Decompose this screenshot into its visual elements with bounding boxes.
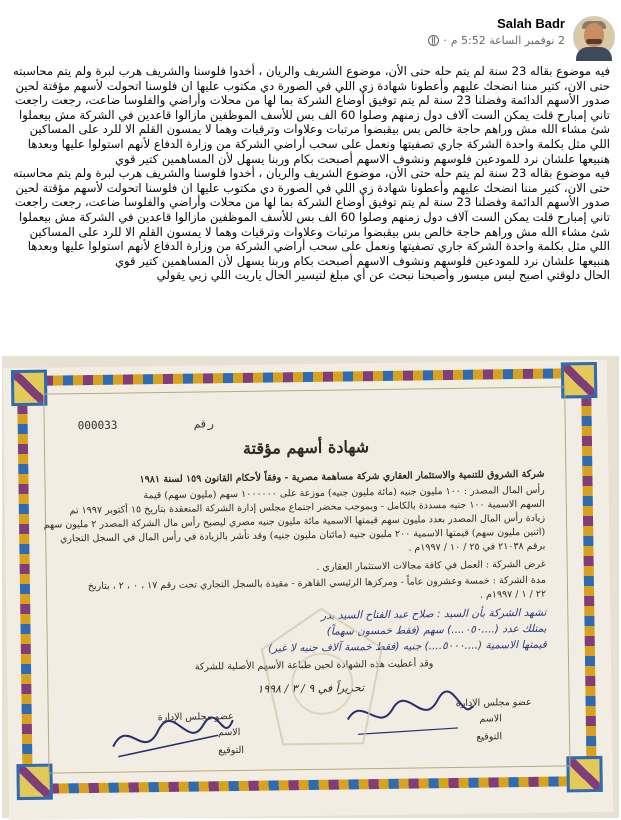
cert-line: غرض الشركة : العمل في كافة مجالات الاستثمار العقاري . xyxy=(316,558,546,573)
author-name[interactable]: Salah Badr xyxy=(497,16,565,31)
sig-left-sign: التوقيع xyxy=(218,744,245,757)
avatar[interactable] xyxy=(573,16,615,58)
cert-line: ٢٢ / ١ / ١٩٩٧م . xyxy=(479,588,547,601)
certificate-title: شهادة أسهم مؤقتة xyxy=(242,437,370,458)
globe-icon[interactable] xyxy=(428,35,439,46)
corner-ornament xyxy=(566,756,602,792)
certificate-number xyxy=(78,417,214,432)
cert-line: وقد أعطيت هذه الشهادة لحين طباعة الأسهم الأصلية للشركة xyxy=(194,658,434,673)
cert-line: مدة الشركة : خمسة وعشرون عاماً - ومركزها الرئيسي القاهرة - مقيدة بالسجل التجاري تحت رقم ١٧ ، ٠ ، ٢ ، بتاريخ xyxy=(87,574,546,593)
avatar-mustache xyxy=(586,39,602,44)
avatar-shirt xyxy=(576,47,612,61)
cert-shares-line: يمتلك عدد (....٠٥٠....) سهم (فقط خمسون سهماً) xyxy=(326,622,547,638)
corner-ornament xyxy=(11,370,47,406)
post-timestamp[interactable]: 2 نوفمبر الساعة 5:52 م xyxy=(450,34,565,47)
cert-line: السهم الاسمية ١٠٠ جنيه مسددة بالكامل - وبموجب محضر اجتماع مجلس إدارة الشركة المنعقدة بتاريخ ١٥ أكتوبر ١٩٩٧ تم xyxy=(69,498,545,517)
cert-line: (اثنين مليون سهم) قيمتها الاسمية ٢٠٠ مليون جنيه (مائتان مليون جنيه) وقد تأشر بالزيادة في رأس المال في السجل التجاري xyxy=(59,526,546,545)
sig-right-sign: التوقيع xyxy=(476,731,503,743)
certificate-number-label: رقم xyxy=(193,417,215,431)
cert-value-line: قيمتها الاسمية (....٥٠٠٠....) جنيه (فقط خمسة آلاف جنيه لا غير) xyxy=(267,638,547,655)
sig-right-title: عضو مجلس الإدارة xyxy=(455,696,532,709)
cert-line: رأس المال المصدر : ١٠٠ مليون جنيه (مائة مليون جنيه) موزعة على ١٠٠٠٠٠٠ سهم (مليون سهم) قيمة xyxy=(143,484,545,502)
certificate-number-value: 000033 xyxy=(77,418,118,433)
post-photo[interactable] xyxy=(2,356,619,818)
border-band-bottom xyxy=(39,776,583,794)
corner-ornament xyxy=(561,362,597,398)
signature-left xyxy=(108,705,239,767)
sig-left-title: عضو مجلس الإدارة xyxy=(157,711,234,724)
corner-ornament xyxy=(16,764,52,800)
post-body: فيه موضوع بقاله 23 سنة لم يتم حله حتى الأن، موضوع الشريف والريان ، أخدوا فلوسنا والشريف هرب لبرة ولم يتم محاسبته حتى الان، كتير مننا انضحك عليهم وأعطونا شهادة زي اللي في الصورة دي مكتوب عليها ان فلوسنا اتحولت لأسهم مؤقتة لحين صدور الأسهم الدائمة وفضلنا 23 سنة لم يتم توفيق أوضاع الشركة بما لها من محلات وأراضي والفلوسا ضاعت، رجعت راجعت تاني إمبارح قلت يمكن الست آلاف دول زمنهم وصلوا 60 الف بس للأسف الموظفين مازالوا قاعدين في الشركة مش بيعملوا شئ مشاء الله مش وراهم حاجة خالص بس بيقبضوا مرتبات وعلاوات وترقيات وهما لا يمسون القلم الا للرد على المساكين اللي مثل بكلمة واحدة الشركة جاري تصفيتها ونعمل على سحب أراضي الشركة من وزارة الدفاع لأنهم استولوا عليها وبعدها هنبيعها علشان نرد للمودعين فلوسهم ونشوف الاسهم أصبحت بكام وربنا يسهل لأن المساهمين كتير قوي فيه موضوع بقاله 23 سنة لم يتم حله حتى الأن، موضوع الشريف والريان ، أخدوا فلوسنا والشريف هرب لبرة ولم يتم محاسبته حتى الان، كتير مننا انضحك عليهم وأعطونا شهادة زي اللي في الصورة دي مكتوب عليها ان فلوسنا اتحولت لأسهم مؤقتة لحين صدور الأسهم الدائمة وفضلنا 23 سنة لم يتم توفيق أوضاع الشركة بما لها من محلات وأراضي والفلوسا ضاعت، رجعت راجعت تاني إمبارح قلت يمكن الست آلاف دول زمنهم وصلوا 60 الف بس للأسف الموظفين مازالوا قاعدين في الشركة مش بيعملوا شئ مشاء الله مش وراهم حاجة خالص بس بيقبضوا مرتبات وعلاوات وترقيات وهما لا يمسون القلم الا للرد على المساكين اللي مثل بكلمة واحدة الشركة جاري تصفيتها ونعمل على سحب أراضي الشركة من وزارة الدفاع لأنهم استولوا عليها وبعدها هنبيعها علشان نرد للمودعين فلوسهم ونشوف الاسهم أصبحت بكام وربنا يسهل لأن المساهمين كتير قوي الحال دلوقتي اصبح ليس ميسور وأصبحنا نبحث عن أي مبلغ لتيسير الحال ياريت اللي زيي يقولي xyxy=(12,64,610,283)
border-band-top xyxy=(33,368,577,386)
cert-holder-line: تشهد الشركة بأن السيد : صلاح عبد الفتاح السيد بدر xyxy=(321,606,547,622)
post-meta: 2 نوفمبر الساعة 5:52 م · xyxy=(428,34,565,47)
cert-line: زيادة رأس المال المصدر بعدد مليون سهم قيمتها الاسمية مائة مليون جنيه مصري ليصبح رأس مال الشركة المصدر ٢ مليون سهم xyxy=(43,512,546,531)
cert-line: شركة الشروق للتنمية والاستثمار العقاري شركة مساهمة مصرية - وفقاً لأحكام القانون ١٥٩ لسنة ١٩٨١ xyxy=(139,468,545,486)
cert-line: برقم ٢١٠٣٨ في ٢٥ / ١٠ / ١٩٩٧م . xyxy=(408,540,546,554)
certificate-document xyxy=(3,360,613,820)
sig-right-name: الاسم xyxy=(479,713,502,725)
stamp-watermark xyxy=(251,603,393,755)
sig-left-name: الاسم xyxy=(217,726,241,739)
issue-date: تحريراً في ٩ / ٣ / ١٩٩٨ xyxy=(257,681,365,696)
post-header xyxy=(0,0,621,62)
